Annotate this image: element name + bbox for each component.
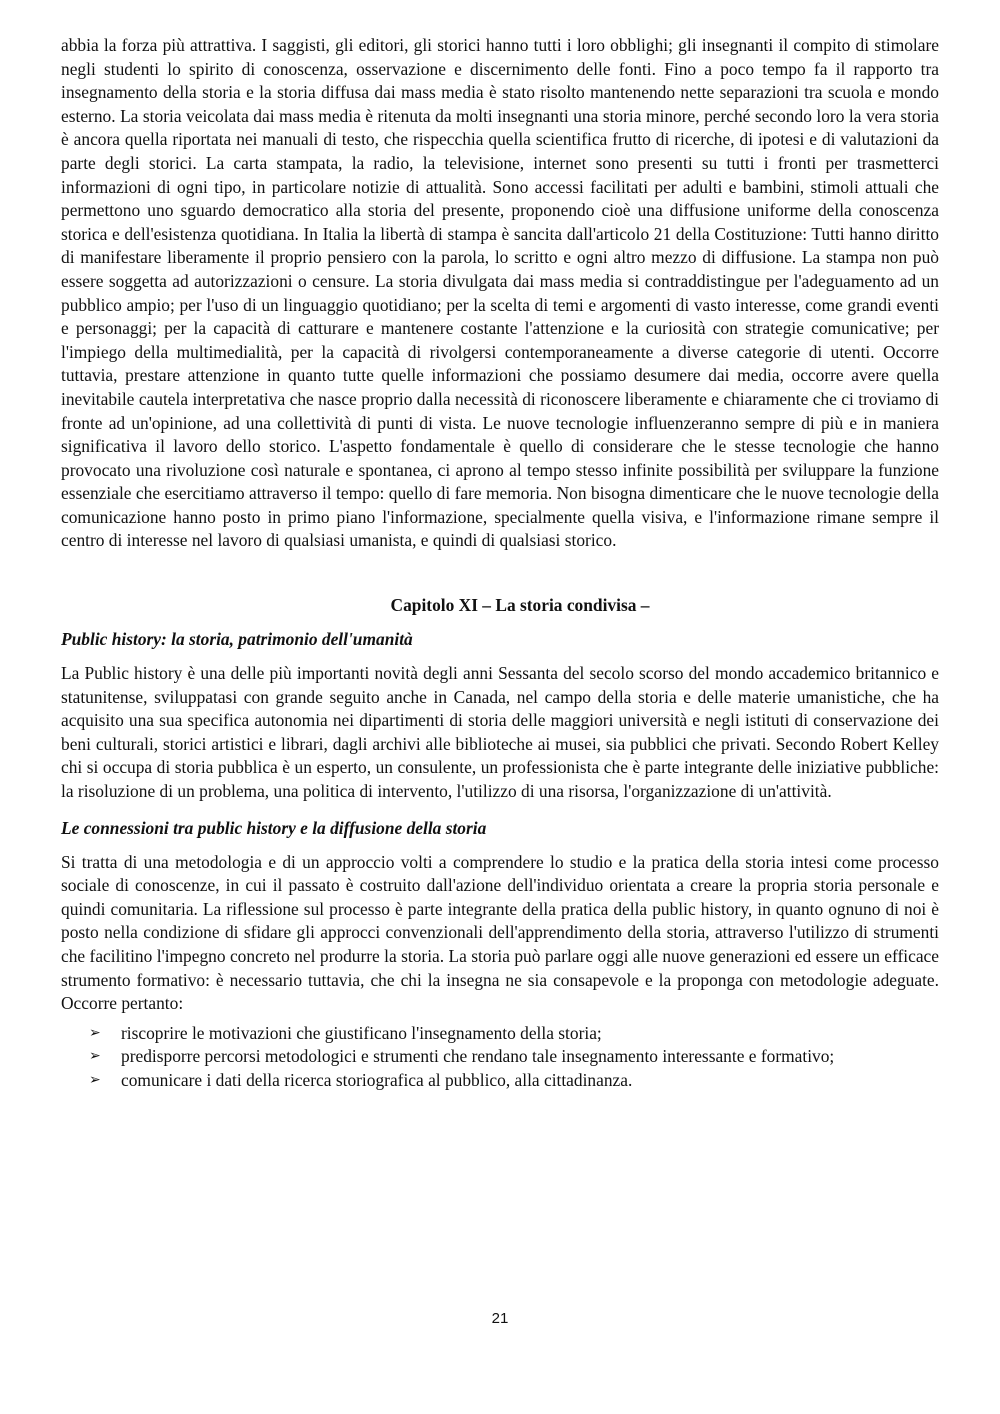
arrow-bullet-icon: ➢ [89,1071,101,1088]
intro-paragraph: abbia la forza più attrattiva. I saggisti, gli editori, gli storici hanno tutti i loro obblighi; gli insegnanti il compito di stimolare negli studenti lo spirito di conoscenza, osservazione e discernimento delle fonti. Fino a poco tempo fa il rapporto tra insegnamento della storia e la storia diffusa dai mass media è stato risolto mantenendo nette separazioni tra scuola e mondo esterno. La storia veicolata dai mass media è ritenuta da molti insegnanti una storia minore, perché secondo loro la vera storia è ancora quella riportata nei manuali di testo, che rispecchia quella scientifica frutto di ricerche, di ipotesi e di valutazioni da parte degli storici. La carta stampata, la radio, la televisione, internet sono presenti su tutti i fronti per trasmetterci informazioni di ogni tipo, in particolare notizie di attualità. Sono accessi facilitati per adulti e bambini, stimoli attuali che permettono uno sguardo democratico alla storia del presente, proponendo cioè una diffusione uniforme della conoscenza storica e dell'esistenza quotidiana. In Italia la libertà di stampa è sancita dall'articolo 21 della Costituzione: Tutti hanno diritto di manifestare liberamente il proprio pensiero con la parola, lo scritto e ogni altro mezzo di diffusione. La stampa non può essere soggetta ad autorizzazioni o censure. La storia divulgata dai mass media si contraddistingue per l'adeguamento ad un pubblico ampio; per l'uso di un linguaggio quotidiano; per la scelta di temi e argomenti di vasto interesse, come grandi eventi e personaggi; per la capacità di catturare e mantenere costante l'attenzione e la curiosità con strategie comunicative; per l'impiego della multimedialità, per la capacità di rivolgersi contemporaneamente a diverse categorie di utenti. Occorre tuttavia, prestare attenzione in quanto tutte quelle informazioni che possiamo desumere dai media, occorre avere quella inevitabile cautela interpretativa che nasce proprio dalla necessità di riconoscere liberamente e chiaramente che ci troviamo di fronte ad un'opinione, ad una collettività di punti di vista. Le nuove tecnologie influenzeranno sempre di più e in maniera significativa il lavoro dello storico. L'aspetto fondamentale è quello di considerare che le stesse tecnologie che hanno provocato una rivoluzione così naturale e spontanea, ci aprono al tempo stesso infinite possibilità per sviluppare la funzione essenziale che esercitiamo attraverso il tempo: quello di fare memoria. Non bisogna dimenticare che le nuove tecnologie della comunicazione hanno posto in primo piano l'informazione, specialmente quella visiva, e l'informazione rimane sempre il centro di interesse nel lavoro di qualsiasi umanista, e quindi di qualsiasi storico. [61,35,939,551]
page-number: 21 [491,1310,509,1327]
section-heading-connessioni: Le connessioni tra public history e la diffusione della storia [61,817,487,838]
section-paragraph-connessioni: Si tratta di una metodologia e di un approccio volti a comprendere lo studio e la pratica della storia intesi come processo sociale di conoscenze, in cui il passato è costruito dall'azione dell'individuo orientata a creare la propria storia personale e quindi comunitaria. La riflessione sul processo è parte integrante della pratica della public history, in quanto ognuno di noi è posto nella condizione di sfidare gli approcci convenzionali dell'apprendimento della storia, attraverso l'utilizzo di strumenti che facilitino l'impegno concreto nel produrre la storia. La storia può parlare oggi alle nuove generazioni ed essere un efficace strumento formativo: è necessario tuttavia, che chi la insegna ne sia consapevole e la proponga con metodologie adeguate. Occorre pertanto: [61,851,939,1014]
bullet-list [61,1022,939,1093]
list-item [89,1069,939,1093]
list-item [89,1045,939,1069]
arrow-bullet-icon: ➢ [89,1024,101,1041]
section-heading-public-history: Public history: la storia, patrimonio dell'umanità [61,629,413,650]
section-paragraph-public-history: La Public history è una delle più importanti novità degli anni Sessanta del secolo scorso del mondo accademico britannico e statunitense, sviluppatasi con grande seguito anche in Canada, nel campo della storia e delle materie umanistiche, che ha acquisito una sua specifica autonomia nei dipartimenti di storia delle maggiori università e negli istituti di conservazione dei beni culturali, storici artistici e librari, dagli archivi alle biblioteche ai musei, sia pubblici che privati. Secondo Robert Kelley chi si occupa di storia pubblica è un esperto, un consulente, un professionista che è parte integrante delle iniziative pubbliche: la risoluzione di un problema, una politica di intervento, l'utilizzo di una risorsa, l'organizzazione di un'attività. [61,663,939,802]
list-item-text: comunicare i dati della ricerca storiografica al pubblico, alla cittadinanza. [121,1069,633,1090]
list-item-text: predisporre percorsi metodologici e strumenti che rendano tale insegnamento interessante e formativo; [121,1046,835,1067]
arrow-bullet-icon: ➢ [89,1048,101,1065]
list-item-text: riscoprire le motivazioni che giustificano l'insegnamento della storia; [121,1022,602,1043]
list-item [89,1022,939,1046]
document-page [61,34,939,1093]
chapter-title: Capitolo XI – La storia condivisa – [390,595,650,616]
